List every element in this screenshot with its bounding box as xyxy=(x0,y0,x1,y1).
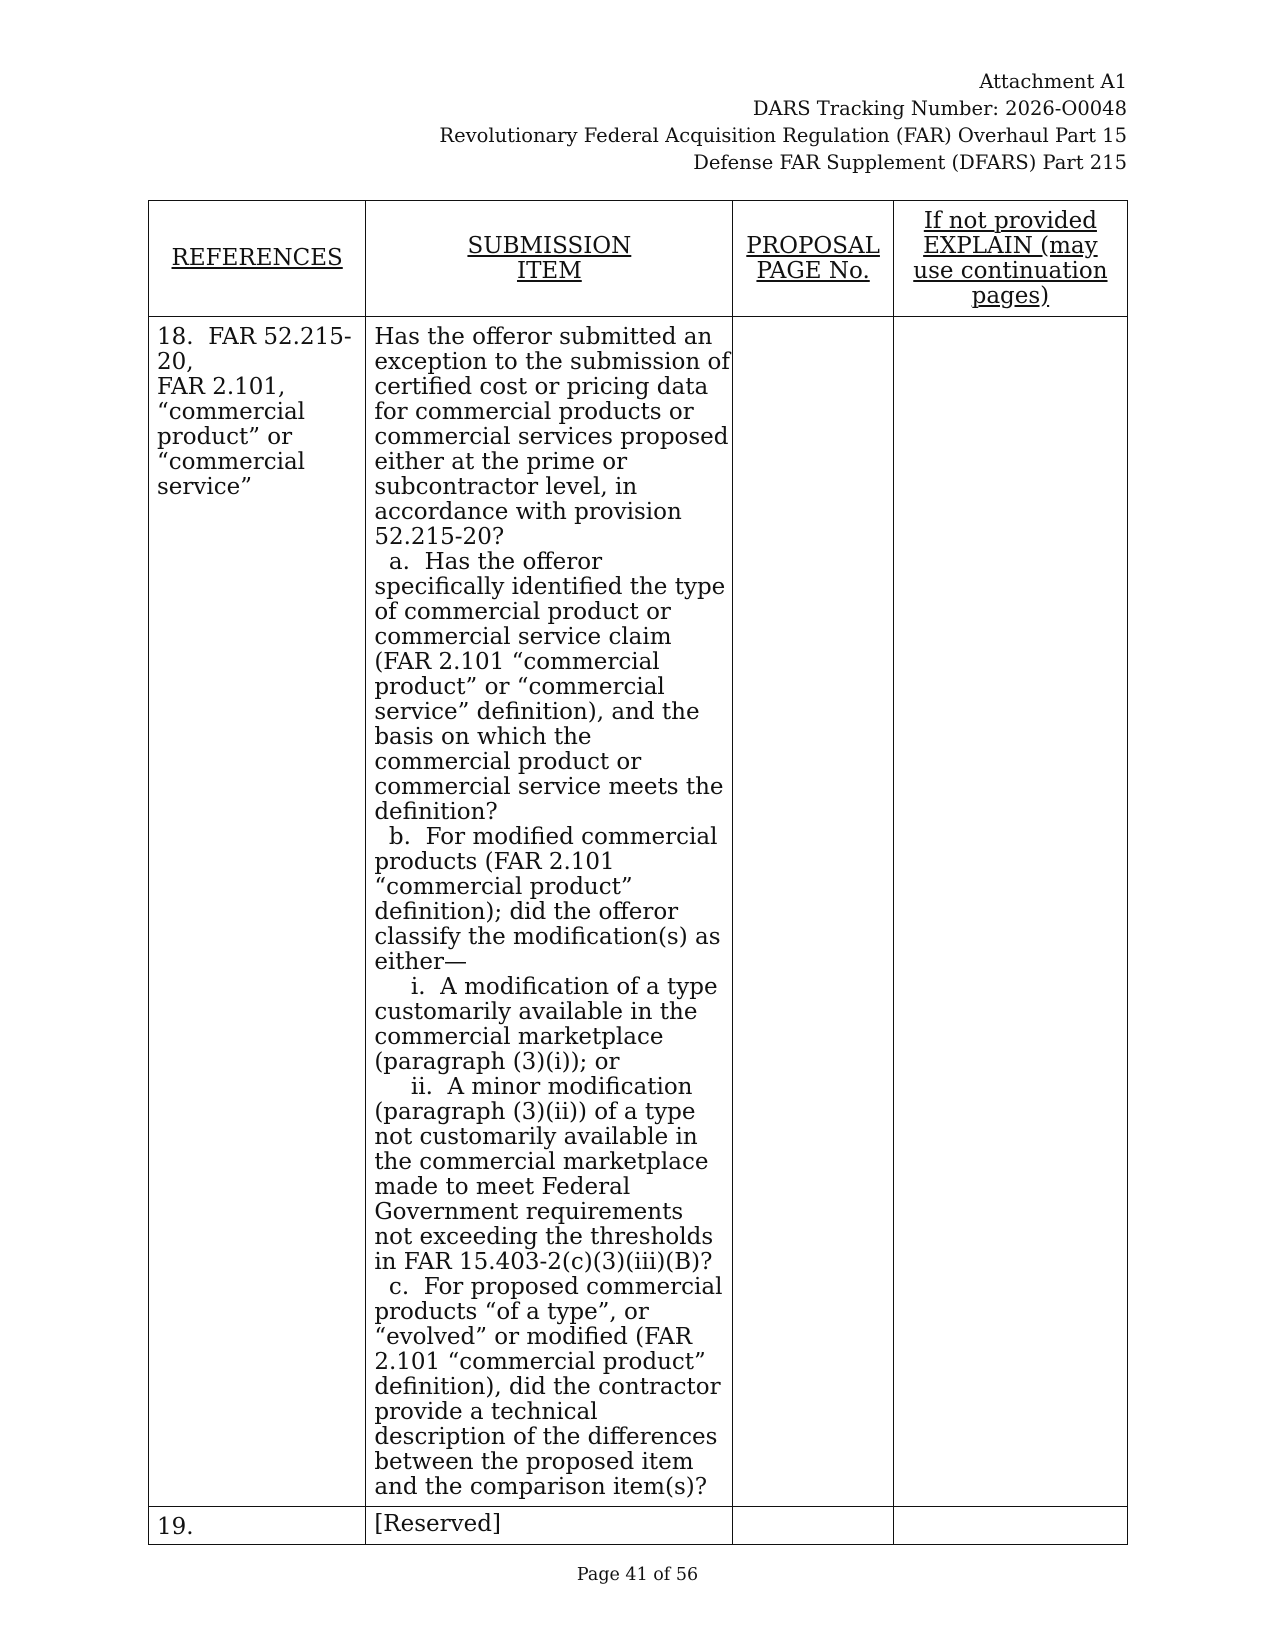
column-header-text: PAGE No. xyxy=(756,257,870,284)
reference-line: service” xyxy=(157,474,253,500)
submission-item-line: the commercial marketplace xyxy=(374,1149,709,1175)
submission-item-line: subcontractor level, in xyxy=(374,474,638,500)
header-line: Defense FAR Supplement (DFARS) Part 215 xyxy=(693,151,1127,174)
column-header-text: REFERENCES xyxy=(171,245,343,271)
submission-table xyxy=(148,200,1128,1545)
submission-item-line: (paragraph (3)(i)); or xyxy=(374,1049,620,1075)
submission-item-line: products “of a type”, or xyxy=(374,1299,649,1325)
submission-item-line: for commercial products or xyxy=(374,399,694,425)
row-18-submission-item xyxy=(366,317,733,1507)
reference-line: product” or xyxy=(157,424,293,450)
submission-item-line: product” or “commercial xyxy=(374,674,665,700)
submission-item-line: commercial services proposed xyxy=(374,424,729,450)
submission-item-line: accordance with provision xyxy=(374,499,682,525)
submission-item-line: customarily available in the xyxy=(374,999,698,1025)
column-header-explain xyxy=(893,201,1127,317)
submission-item-line: a. Has the offeror xyxy=(374,549,603,575)
submission-item-line: 2.101 “commercial product” xyxy=(374,1349,706,1375)
submission-item-line: and the comparison item(s)? xyxy=(374,1474,708,1500)
column-header-text: use continuation xyxy=(913,257,1108,284)
submission-item-line: either at the prime or xyxy=(374,449,628,475)
row-19-submission-item: [Reserved] xyxy=(366,1507,733,1545)
submission-item-line: exception to the submission of xyxy=(374,349,730,375)
submission-item-line: commercial marketplace xyxy=(374,1024,664,1050)
row-18-proposal-page[interactable] xyxy=(733,317,893,1507)
submission-item-line: service” definition), and the xyxy=(374,699,700,725)
submission-item-line: between the proposed item xyxy=(374,1449,694,1475)
submission-item-line: in FAR 15.403-2(c)(3)(iii)(B)? xyxy=(374,1249,713,1275)
column-header-submission-item xyxy=(366,201,733,317)
column-header-text: PROPOSAL xyxy=(746,232,880,259)
submission-item-line: provide a technical xyxy=(374,1399,598,1425)
submission-item-line: description of the differences xyxy=(374,1424,718,1450)
column-header-text: EXPLAIN (may xyxy=(923,232,1098,259)
submission-item-line: products (FAR 2.101 xyxy=(374,849,615,875)
submission-item-line: “commercial product” xyxy=(374,874,633,900)
row-18-explain[interactable] xyxy=(893,317,1127,1507)
submission-item-line: (FAR 2.101 “commercial xyxy=(374,649,660,675)
submission-item-line: definition? xyxy=(374,799,498,825)
submission-item-line: “evolved” or modified (FAR xyxy=(374,1324,693,1350)
submission-item-line: either— xyxy=(374,949,467,975)
row-19-explain[interactable] xyxy=(893,1507,1127,1545)
submission-item-line: ii. A minor modification xyxy=(374,1074,693,1100)
submission-item-line: b. For modified commercial xyxy=(374,824,718,850)
submission-item-line: commercial product or xyxy=(374,749,642,775)
submission-item-line: classify the modification(s) as xyxy=(374,924,721,950)
submission-item-line: commercial service meets the xyxy=(374,774,724,800)
table-header-row xyxy=(149,201,1128,317)
column-header-text: pages) xyxy=(971,282,1050,309)
column-header-proposal-page xyxy=(733,201,893,317)
submission-item-line: not exceeding the thresholds xyxy=(374,1224,714,1250)
header-line: DARS Tracking Number: 2026-O0048 xyxy=(752,97,1127,120)
reference-line: “commercial xyxy=(157,449,306,475)
document-header xyxy=(439,68,1127,176)
column-header-text: ITEM xyxy=(516,257,582,284)
submission-item-line: definition), did the contractor xyxy=(374,1374,721,1400)
submission-item-line: not customarily available in xyxy=(374,1124,698,1150)
row-19-proposal-page[interactable] xyxy=(733,1507,893,1545)
column-header-references xyxy=(149,201,366,317)
submission-item-line: definition); did the offeror xyxy=(374,899,679,925)
submission-item-line: Has the offeror submitted an xyxy=(374,324,713,350)
submission-item-line: made to meet Federal xyxy=(374,1174,631,1200)
reference-line: 20, xyxy=(157,349,194,375)
submission-item-line: commercial service claim xyxy=(374,624,672,650)
table-row xyxy=(149,317,1128,1507)
submission-item-line: i. A modification of a type xyxy=(374,974,718,1000)
reference-line: “commercial xyxy=(157,399,306,425)
submission-item-line: 52.215-20? xyxy=(374,524,505,550)
reference-line: FAR 2.101, xyxy=(157,374,286,400)
submission-item-line: of commercial product or xyxy=(374,599,671,625)
submission-item-line: specifically identified the type xyxy=(374,574,726,600)
column-header-text: SUBMISSION xyxy=(467,232,632,259)
page-number: Page 41 of 56 xyxy=(576,1565,699,1585)
row-19-reference: 19. xyxy=(149,1507,366,1545)
submission-item-line: (paragraph (3)(ii)) of a type xyxy=(374,1099,696,1125)
header-line: Attachment A1 xyxy=(979,70,1127,93)
submission-item-line: Government requirements xyxy=(374,1199,684,1225)
submission-item-line: c. For proposed commercial xyxy=(374,1274,723,1300)
row-18-reference xyxy=(149,317,366,1507)
submission-item-line: certified cost or pricing data xyxy=(374,374,709,400)
table-row xyxy=(149,1507,1128,1545)
reference-line: 18. FAR 52.215- xyxy=(157,324,352,350)
header-line: Revolutionary Federal Acquisition Regulation (FAR) Overhaul Part 15 xyxy=(439,124,1127,147)
submission-item-line: basis on which the xyxy=(374,724,592,750)
column-header-text: If not provided xyxy=(923,207,1097,234)
